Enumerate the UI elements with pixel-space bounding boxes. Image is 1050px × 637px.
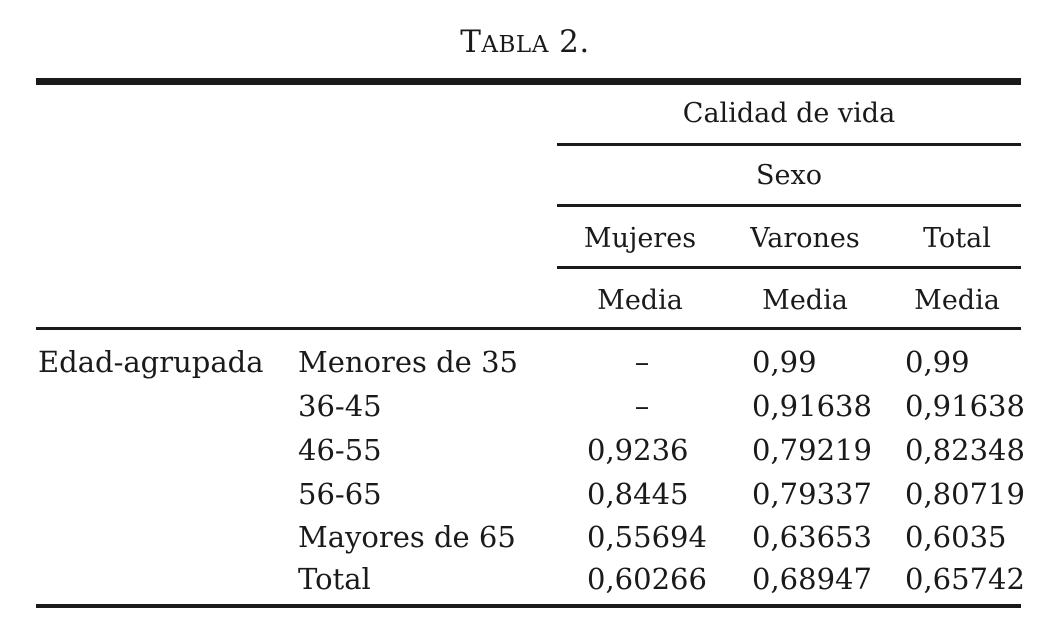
header-media-mujeres: Media (597, 285, 683, 316)
cell-varones: 0,79219 (752, 433, 872, 467)
cell-total: 0,91638 (905, 389, 1025, 423)
cell-varones: 0,99 (752, 345, 817, 379)
row-group-label: Edad-agrupada (38, 345, 264, 379)
row-label: Total (298, 562, 371, 596)
header-bottom-rule (36, 327, 1021, 330)
cell-total: 0,65742 (905, 562, 1025, 596)
header-calidad-de-vida: Calidad de vida (682, 98, 896, 129)
header-sexo: Sexo (756, 160, 822, 191)
cell-total: 0,99 (905, 345, 970, 379)
bottom-rule (36, 604, 1021, 608)
cell-varones: 0,68947 (752, 562, 872, 596)
cell-varones: 0,91638 (752, 389, 872, 423)
header-mujeres: Mujeres (583, 223, 697, 254)
row-label: 36-45 (298, 389, 382, 423)
row-label: 56-65 (298, 477, 382, 511)
cell-total: 0,6035 (905, 520, 1007, 554)
cell-mujeres: – (634, 345, 650, 379)
row-label: Mayores de 65 (298, 520, 516, 554)
cell-mujeres: 0,9236 (587, 433, 689, 467)
cell-mujeres: – (634, 389, 650, 423)
cell-mujeres: 0,55694 (587, 520, 707, 554)
cell-mujeres: 0,60266 (587, 562, 707, 596)
top-rule (36, 78, 1021, 85)
header-rule-2 (557, 204, 1021, 207)
header-media-total: Media (914, 285, 1000, 316)
header-rule-1 (557, 143, 1021, 146)
row-label: 46-55 (298, 433, 382, 467)
table-title-number: 2. (548, 24, 590, 60)
cell-varones: 0,79337 (752, 477, 872, 511)
table-title-smallcaps: ABLA (481, 32, 549, 58)
cell-mujeres: 0,8445 (587, 477, 689, 511)
header-media-varones: Media (762, 285, 848, 316)
table-title (0, 24, 1050, 60)
cell-varones: 0,63653 (752, 520, 872, 554)
row-label: Menores de 35 (298, 345, 518, 379)
header-rule-3 (557, 266, 1021, 269)
cell-total: 0,80719 (905, 477, 1025, 511)
cell-total: 0,82348 (905, 433, 1025, 467)
header-total: Total (923, 223, 991, 254)
header-varones: Varones (750, 223, 860, 254)
table-title-initial: T (460, 24, 482, 60)
